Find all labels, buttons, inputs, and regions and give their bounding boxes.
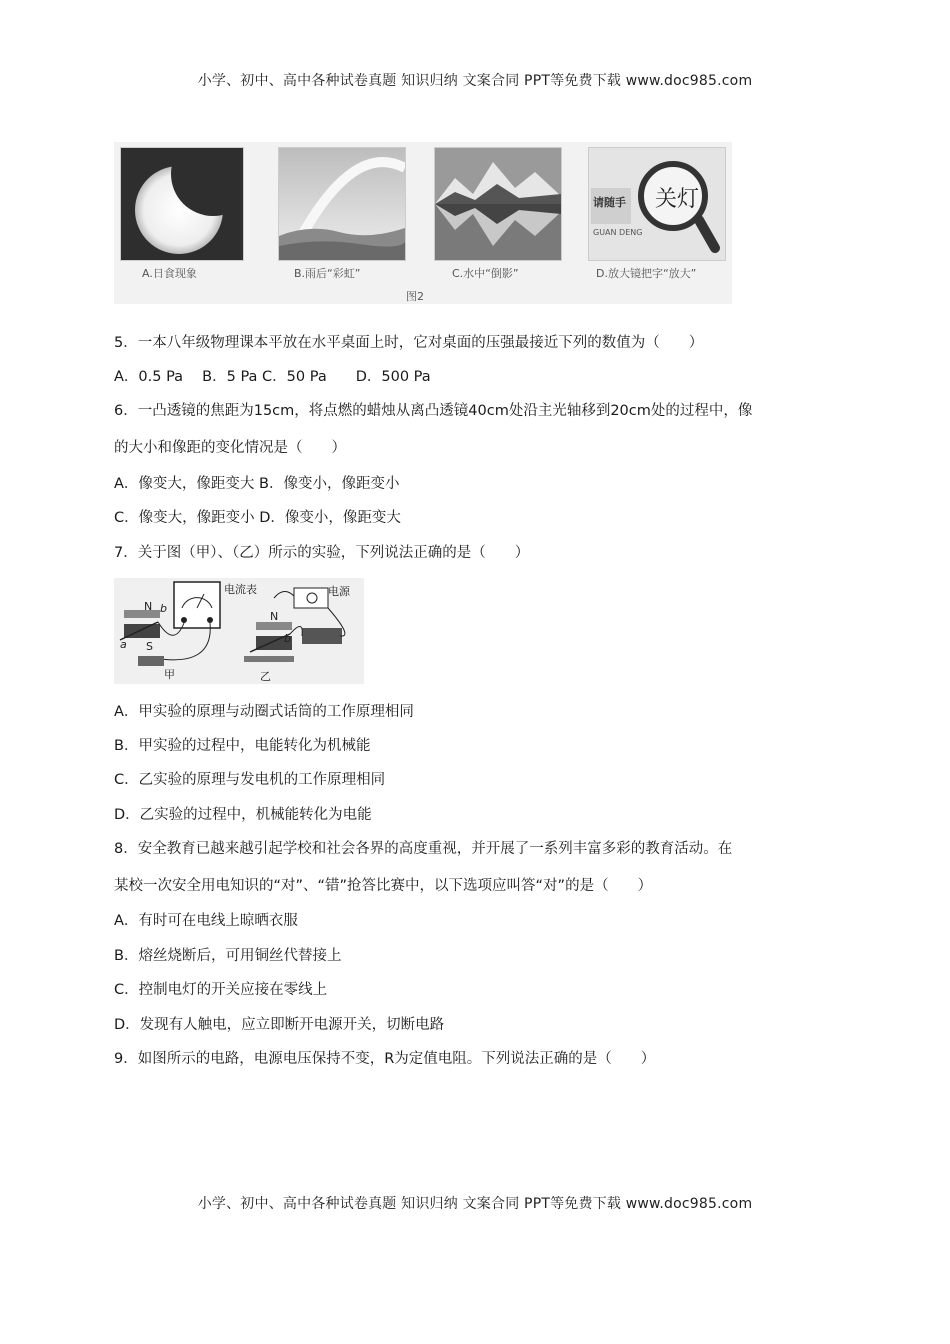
label-a-left: a [120,638,127,651]
q8-option-d: D．发现有人触电，应立即断开电源开关，切断电路 [114,1017,445,1033]
label-yi: 乙 [260,670,271,683]
q7-option-b: B．甲实验的过程中，电能转化为机械能 [114,738,371,754]
q8-stem-line2: 某校一次安全用电知识的“对”、“错”抢答比赛中，以下选项应叫答“对”的是（ ） [114,878,653,894]
q7-option-a: A．甲实验的原理与动圈式话筒的工作原理相同 [114,704,414,720]
q5-stem: 5．一本八年级物理课本平放在水平桌面上时，它对桌面的压强最接近下列的数值为（ ） [114,335,704,351]
magnifier-text: 关灯 [655,187,700,212]
q8-option-b: B．熔丝烧断后，可用铜丝代替接上 [114,948,342,964]
magnet-s-left: S [146,640,153,653]
power-source-label: 电源 [328,585,350,598]
q8-option-c: C．控制电灯的开关应接在零线上 [114,982,328,998]
rainbow-image [278,147,406,261]
label-b-left: b [160,602,167,615]
q7-stem: 7．关于图（甲）、（乙）所示的实验，下列说法正确的是（ ） [114,545,530,561]
caption-c: C.水中“倒影” [452,267,519,280]
figure-label: 图2 [406,290,424,303]
q6-options-ab: A．像变大，像距变大 B．像变小，像距变小 [114,476,400,492]
caption-a: A.日食现象 [142,267,197,280]
q9-stem: 9．如图所示的电路，电源电压保持不变，R为定值电阻。下列说法正确的是（ ） [114,1051,656,1067]
magnifier-image [588,147,726,261]
figure-2 [114,142,732,304]
q6-options-cd: C．像变大，像距变小 D．像变小，像距变大 [114,510,401,526]
caption-b: B.雨后“彩虹” [294,267,361,280]
sign-text: 请随手 [593,196,626,209]
magnet-n-left: N [144,600,153,613]
reflection-image [434,147,562,261]
caption-d: D.放大镜把字“放大” [596,267,697,280]
q6-stem-line2: 的大小和像距的变化情况是（ ） [114,440,346,456]
page-footer: 小学、初中、高中各种试卷真题 知识归纳 文案合同 PPT等免费下载 www.doc985.com [197,1196,753,1212]
q7-option-c: C．乙实验的原理与发电机的工作原理相同 [114,772,386,788]
sign-subtext: GUAN DENG [593,228,643,237]
solar-eclipse-image [120,147,244,261]
q8-stem-line1: 8．安全教育已越来越引起学校和社会各界的高度重视，并开展了一系列丰富多彩的教育活动。在 [114,841,733,857]
q5-options: A．0.5 Pa B．5 Pa C．50 Pa D．500 Pa [114,369,431,385]
magnet-n-right: N [270,610,279,623]
page-header: 小学、初中、高中各种试卷真题 知识归纳 文案合同 PPT等免费下载 www.doc985.com [197,73,753,89]
ammeter-label: 电流表 [224,583,257,596]
label-jia: 甲 [164,668,175,681]
figure-7-experiments [114,578,364,684]
label-b-right: b [284,632,291,645]
q8-option-a: A．有时可在电线上晾晒衣服 [114,913,298,929]
q7-option-d: D．乙实验的过程中，机械能转化为电能 [114,807,372,823]
q6-stem-line1: 6．一凸透镜的焦距为15cm，将点燃的蜡烛从离凸透镜40cm处沿主光轴移到20cm处的过程中，像 [114,403,753,419]
